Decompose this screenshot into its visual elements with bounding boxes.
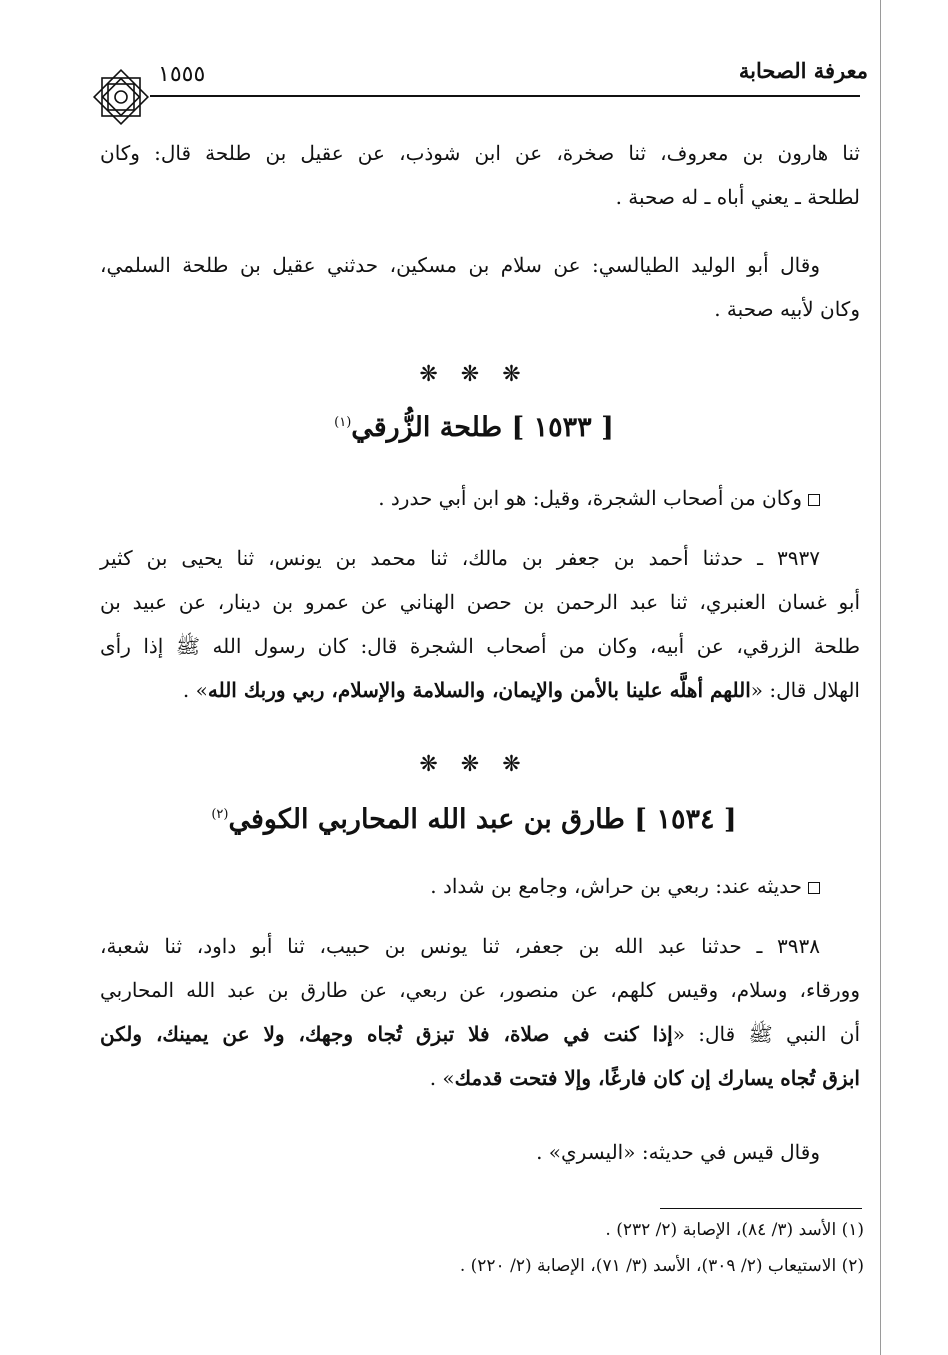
text-line bbox=[100, 1056, 860, 1100]
page-number: ١٥٥٥ bbox=[158, 62, 206, 87]
entry-title-1534 bbox=[0, 804, 948, 835]
paragraph-6 bbox=[100, 924, 860, 1100]
paragraph-7 bbox=[100, 1130, 860, 1174]
text-line: أبو غسان العنبري، ثنا عبد الرحمن بن حصن الهناني عن عمرو بن دينار، عن عبيد بن bbox=[100, 590, 860, 614]
text-line bbox=[100, 668, 860, 712]
page-edge-line bbox=[880, 0, 881, 1355]
text-line: ٣٩٣٨ ـ حدثنا عبد الله بن جعفر، ثنا يونس بن حبيب، ثنا أبو داود، ثنا شعبة، bbox=[100, 934, 820, 958]
header-rule bbox=[150, 95, 860, 97]
footnote-rule bbox=[660, 1208, 862, 1209]
text-line: وقال أبو الوليد الطيالسي: عن سلام بن مسكين، حدثني عقيل بن طلحة السلمي، bbox=[100, 253, 820, 277]
footnote-ref: (٢) bbox=[211, 807, 229, 822]
hadith-text: إذا كنت في صلاة، فلا تبزق تُجاه وجهك، ولا عن يمينك، ولكن bbox=[100, 1022, 673, 1046]
text-line: ثنا هارون بن معروف، ثنا صخرة، عن ابن شوذب، عن عقيل بن طلحة قال: وكان bbox=[100, 141, 860, 165]
text-line bbox=[100, 1012, 860, 1056]
text-line: وورقاء، وسلام، وقيس كلهم، عن منصور، عن ربعي، عن طارق بن عبد الله المحاربي bbox=[100, 978, 860, 1002]
entry-title-text: [ ١٥٣٣ ] طلحة الزُّرقي bbox=[351, 412, 614, 443]
text-line bbox=[100, 864, 860, 908]
paragraph-2 bbox=[100, 243, 860, 331]
paragraph-5 bbox=[100, 864, 860, 908]
entry-title-text: [ ١٥٣٤ ] طارق بن عبد الله المحاربي الكوفي bbox=[228, 804, 737, 835]
section-separator: ❋ ❋ ❋ bbox=[419, 752, 529, 777]
text-span: وكان من أصحاب الشجرة، وقيل: هو ابن أبي حدرد . bbox=[378, 486, 802, 510]
hadith-text: ابزق تُجاه يسارك إن كان فارغًا، وإلا فتحت قدمك bbox=[454, 1066, 860, 1090]
paragraph-3 bbox=[100, 476, 860, 520]
hadith-text: اللهم أهلَّه علينا بالأمن والإيمان، والسلامة والإسلام، ربي وربك الله bbox=[207, 678, 751, 702]
paragraph-1 bbox=[100, 131, 860, 219]
text-span: » . bbox=[429, 1066, 455, 1090]
text-span: الهلال قال: « bbox=[750, 678, 860, 702]
ornament-icon bbox=[88, 64, 154, 130]
text-line: طلحة الزرقي، عن أبيه، وكان من أصحاب الشجرة قال: كان رسول الله ﷺ إذا رأى bbox=[100, 634, 860, 658]
text-line: لطلحة ـ يعني أباه ـ له صحبة . bbox=[615, 185, 860, 209]
text-span: أن النبي ﷺ قال: « bbox=[672, 1022, 860, 1046]
section-separator: ❋ ❋ ❋ bbox=[419, 362, 529, 387]
text-span: » . bbox=[182, 678, 208, 702]
paragraph-4 bbox=[100, 536, 860, 712]
text-line: وكان لأبيه صحبة . bbox=[714, 297, 860, 321]
running-title: معرفة الصحابة bbox=[738, 58, 868, 83]
text-line: وقال قيس في حديثه: «اليسري» . bbox=[536, 1140, 820, 1164]
square-icon bbox=[808, 882, 820, 894]
footnote-ref: (١) bbox=[334, 415, 352, 430]
footnote-2: (٢) الاستيعاب (٢/ ٣٠٩)، الأسد (٣/ ٧١)، الإصابة (٢/ ٢٢٠) . bbox=[459, 1256, 864, 1276]
text-line: ٣٩٣٧ ـ حدثنا أحمد بن جعفر بن مالك، ثنا محمد بن يونس، ثنا يحيى بن كثير bbox=[100, 546, 820, 570]
entry-title-1533 bbox=[0, 412, 948, 443]
text-line bbox=[100, 476, 860, 520]
footnote-1: (١) الأسد (٣/ ٨٤)، الإصابة (٢/ ٢٣٢) . bbox=[605, 1220, 864, 1240]
square-icon bbox=[808, 494, 820, 506]
text-span: حديثه عند: ربعي بن حراش، وجامع بن شداد . bbox=[430, 874, 802, 898]
